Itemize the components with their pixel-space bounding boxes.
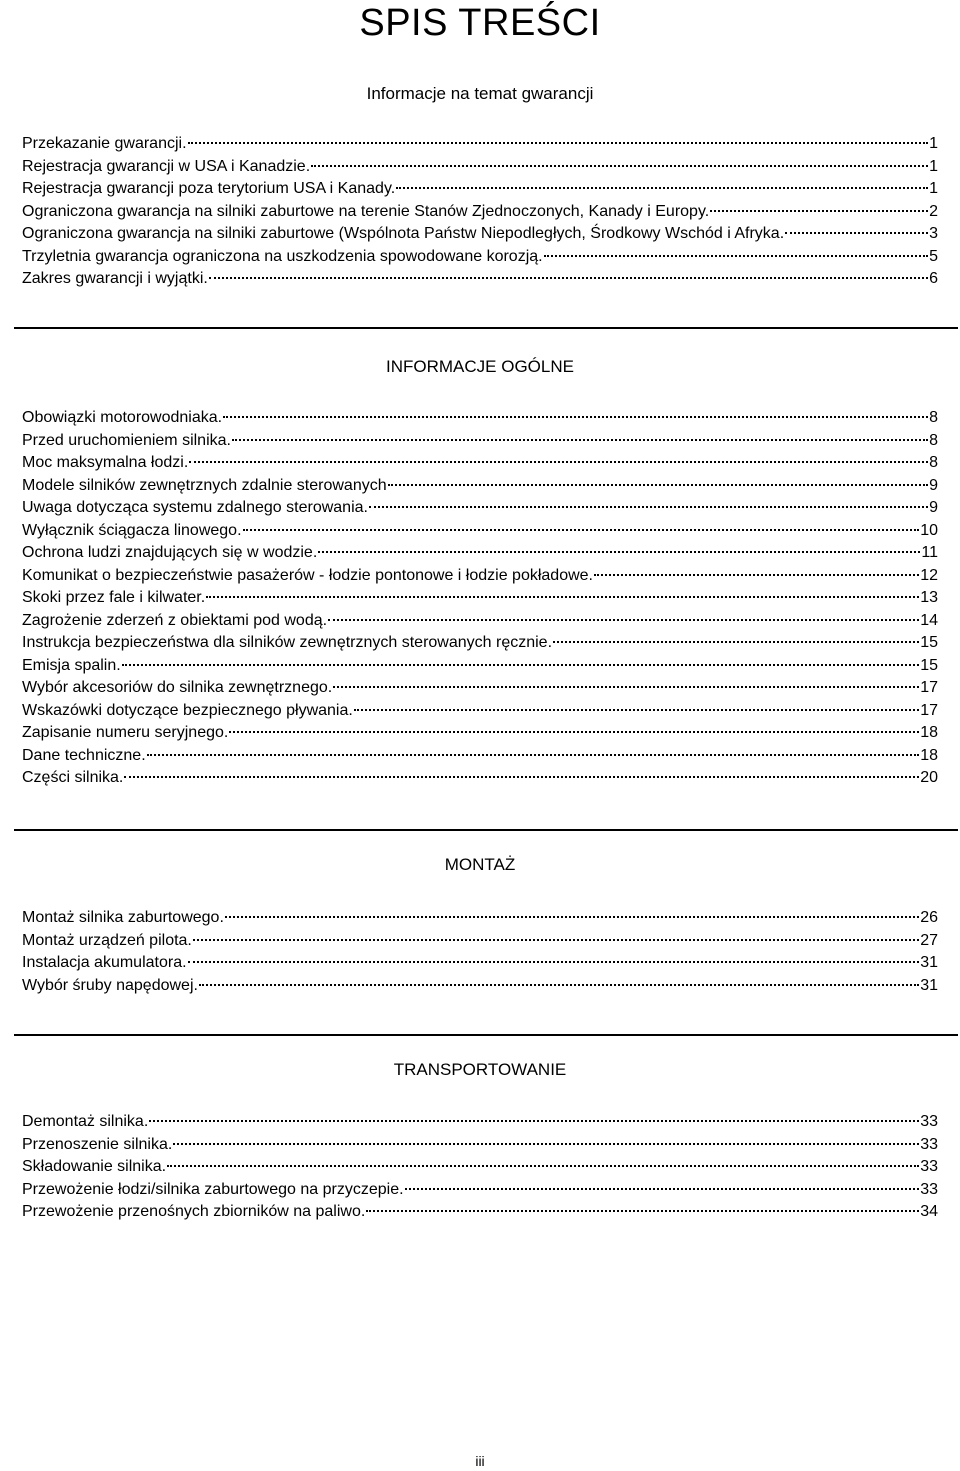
section-heading-transport: TRANSPORTOWANIE <box>393 1060 567 1079</box>
toc-entry-label: Instrukcja bezpieczeństwa dla silników zewnętrznych sterowanych ręcznie. <box>22 634 553 651</box>
toc-entry-page: 8 <box>929 409 938 426</box>
toc-entry[interactable] <box>22 201 938 224</box>
toc-entry-page: 14 <box>920 611 938 629</box>
dot-leader <box>229 731 919 733</box>
dot-leader <box>318 551 920 553</box>
toc-entry-label: Przenoszenie silnika. <box>22 1135 173 1153</box>
toc-entry-page: 1 <box>929 180 938 197</box>
toc-entry-page: 6 <box>929 270 938 287</box>
toc-entry[interactable] <box>22 610 938 633</box>
toc-entry-label: Wybór śruby napędowej. <box>22 976 198 994</box>
dot-leader <box>333 686 919 688</box>
section-heading-general: INFORMACJE OGÓLNE <box>386 357 574 376</box>
dot-leader <box>388 484 928 486</box>
toc-entry[interactable] <box>22 907 938 930</box>
toc-entry-page: 9 <box>929 499 938 516</box>
dot-leader <box>354 709 919 711</box>
dot-leader <box>232 439 928 441</box>
dot-leader <box>594 574 919 576</box>
toc-entry[interactable] <box>22 930 938 953</box>
toc-entry-page: 12 <box>920 566 938 584</box>
toc-entry-page: 8 <box>929 431 938 449</box>
toc-entry[interactable] <box>22 587 938 610</box>
toc-entry[interactable] <box>22 178 938 201</box>
toc-entry[interactable] <box>22 677 938 700</box>
dot-leader <box>311 165 928 167</box>
dot-leader <box>710 210 928 212</box>
dot-leader <box>209 277 928 279</box>
toc-entry-page: 8 <box>929 454 938 471</box>
toc-entry[interactable] <box>22 430 938 453</box>
toc-entry[interactable] <box>22 1134 938 1157</box>
toc-entry-label: Wybór akcesoriów do silnika zewnętrznego. <box>22 679 333 696</box>
dot-leader <box>328 619 919 621</box>
toc-entry-page: 1 <box>929 157 938 175</box>
toc-entry[interactable] <box>22 268 938 291</box>
toc-entry-label: Instalacja akumulatora. <box>22 954 187 971</box>
toc-entry[interactable] <box>22 133 938 156</box>
toc-entry-label: Modele silników zewnętrznych zdalnie sterowanych <box>22 476 387 494</box>
toc-entry-label: Komunikat o bezpieczeństwie pasażerów - łodzie pontonowe i łodzie pokładowe. <box>22 566 593 584</box>
toc-entry[interactable] <box>22 520 938 543</box>
dot-leader <box>173 1143 919 1145</box>
dot-leader <box>188 142 929 144</box>
toc-entry-page: 15 <box>920 656 938 674</box>
toc-entry-label: Demontaż silnika. <box>22 1113 149 1130</box>
toc-entry[interactable] <box>22 542 938 565</box>
toc-entry-label: Wyłącznik ściągacza linowego. <box>22 521 242 539</box>
toc-entry-label: Zakres gwarancji i wyjątki. <box>22 270 208 287</box>
toc-entry-label: Ograniczona gwarancja na silniki zaburtowe (Wspólnota Państw Niepodległych, Środkowy Wschód i Afryka. <box>22 225 785 242</box>
section-divider <box>14 327 958 329</box>
toc-list-general <box>22 407 938 790</box>
toc-entry-page: 33 <box>920 1180 938 1198</box>
toc-entry-page: 10 <box>920 521 938 539</box>
toc-entry-label: Składowanie silnika. <box>22 1158 167 1175</box>
toc-entry-label: Moc maksymalna łodzi. <box>22 454 189 471</box>
toc-entry[interactable] <box>22 1201 938 1224</box>
toc-entry-label: Skoki przez fale i kilwater. <box>22 589 206 606</box>
toc-entry-label: Przed uruchomieniem silnika. <box>22 431 231 449</box>
toc-entry-label: Montaż silnika zaburtowego. <box>22 909 224 926</box>
toc-entry-label: Przewożenie przenośnych zbiorników na paliwo. <box>22 1203 366 1220</box>
toc-entry[interactable] <box>22 407 938 430</box>
toc-entry-label: Dane techniczne. <box>22 746 146 764</box>
toc-list-transport <box>22 1111 938 1224</box>
dot-leader <box>188 961 920 963</box>
toc-entry-page: 27 <box>920 931 938 949</box>
dot-leader <box>553 641 919 643</box>
toc-entry-label: Rejestracja gwarancji poza terytorium USA i Kanady. <box>22 180 396 197</box>
dot-leader <box>243 529 920 531</box>
toc-list-warranty <box>22 133 938 291</box>
toc-entry-page: 17 <box>920 701 938 719</box>
toc-entry-label: Zagrożenie zderzeń z obiektami pod wodą. <box>22 611 328 629</box>
toc-entry-page: 34 <box>920 1203 938 1220</box>
toc-entry-page: 33 <box>920 1135 938 1153</box>
toc-entry-page: 15 <box>920 634 938 651</box>
dot-leader <box>167 1165 919 1167</box>
toc-entry-page: 9 <box>929 476 938 494</box>
toc-entry-label: Przekazanie gwarancji. <box>22 135 187 152</box>
dot-leader <box>369 506 928 508</box>
toc-entry-page: 31 <box>920 976 938 994</box>
dot-leader <box>405 1188 920 1190</box>
toc-entry[interactable] <box>22 452 938 475</box>
toc-entry[interactable] <box>22 975 938 998</box>
toc-entry-label: Trzyletnia gwarancja ograniczona na uszkodzenia spowodowane korozją. <box>22 247 543 265</box>
toc-entry-page: 1 <box>929 135 938 152</box>
dot-leader <box>147 754 920 756</box>
toc-entry-page: 20 <box>920 769 938 786</box>
dot-leader <box>149 1120 919 1122</box>
section-divider <box>14 829 958 831</box>
dot-leader <box>124 776 919 778</box>
dot-leader <box>223 416 928 418</box>
toc-entry[interactable] <box>22 156 938 179</box>
dot-leader <box>193 939 919 941</box>
toc-entry-label: Części silnika. <box>22 769 124 786</box>
toc-entry[interactable] <box>22 655 938 678</box>
section-heading-assembly: MONTAŻ <box>444 855 516 874</box>
toc-entry[interactable] <box>22 632 938 655</box>
dot-leader <box>785 232 928 234</box>
toc-list-assembly <box>22 907 938 997</box>
toc-entry-label: Emisja spalin. <box>22 656 121 674</box>
dot-leader <box>396 187 928 189</box>
toc-entry-label: Montaż urządzeń pilota. <box>22 931 192 949</box>
toc-entry-page: 18 <box>920 724 938 741</box>
toc-entry-label: Rejestracja gwarancji w USA i Kanadzie. <box>22 157 311 175</box>
section-divider <box>14 1034 958 1036</box>
toc-entry-page: 13 <box>920 589 938 606</box>
toc-entry-page: 5 <box>929 247 938 265</box>
page-number: iii <box>475 1453 485 1469</box>
toc-entry-label: Ochrona ludzi znajdujących się w wodzie. <box>22 544 318 561</box>
toc-entry[interactable] <box>22 246 938 269</box>
toc-entry[interactable] <box>22 475 938 498</box>
dot-leader <box>189 461 928 463</box>
toc-entry[interactable] <box>22 497 938 520</box>
toc-entry-page: 33 <box>920 1158 938 1175</box>
toc-entry-label: Zapisanie numeru seryjnego. <box>22 724 229 741</box>
toc-entry-page: 31 <box>920 954 938 971</box>
section-heading-warranty: Informacje na temat gwarancji <box>366 84 594 103</box>
dot-leader <box>122 664 920 666</box>
dot-leader <box>225 916 919 918</box>
toc-entry-label: Uwaga dotycząca systemu zdalnego sterowania. <box>22 499 368 516</box>
dot-leader <box>366 1210 919 1212</box>
toc-entry-page: 3 <box>929 225 938 242</box>
toc-entry[interactable] <box>22 700 938 723</box>
toc-entry-label: Przewożenie łodzi/silnika zaburtowego na przyczepie. <box>22 1180 404 1198</box>
dot-leader <box>544 255 929 257</box>
toc-entry-label: Wskazówki dotyczące bezpiecznego pływania. <box>22 701 353 719</box>
toc-entry-page: 18 <box>920 746 938 764</box>
dot-leader <box>199 984 919 986</box>
dot-leader <box>206 596 919 598</box>
toc-entry[interactable] <box>22 745 938 768</box>
toc-entry[interactable] <box>22 223 938 246</box>
toc-entry[interactable] <box>22 565 938 588</box>
toc-entry-page: 26 <box>920 909 938 926</box>
toc-entry-page: 17 <box>920 679 938 696</box>
toc-entry[interactable] <box>22 722 938 745</box>
toc-entry[interactable] <box>22 1111 938 1134</box>
toc-entry-label: Obowiązki motorowodniaka. <box>22 409 223 426</box>
toc-entry-label: Ograniczona gwarancja na silniki zaburtowe na terenie Stanów Zjednoczonych, Kanady i Europy. <box>22 202 710 220</box>
toc-entry[interactable] <box>22 767 938 790</box>
toc-entry[interactable] <box>22 952 938 975</box>
toc-entry[interactable] <box>22 1179 938 1202</box>
toc-entry-page: 33 <box>920 1113 938 1130</box>
toc-entry[interactable] <box>22 1156 938 1179</box>
toc-entry-page: 2 <box>929 202 938 220</box>
page-title: SPIS TREŚCI <box>359 2 601 44</box>
toc-entry-page: 11 <box>921 544 938 561</box>
